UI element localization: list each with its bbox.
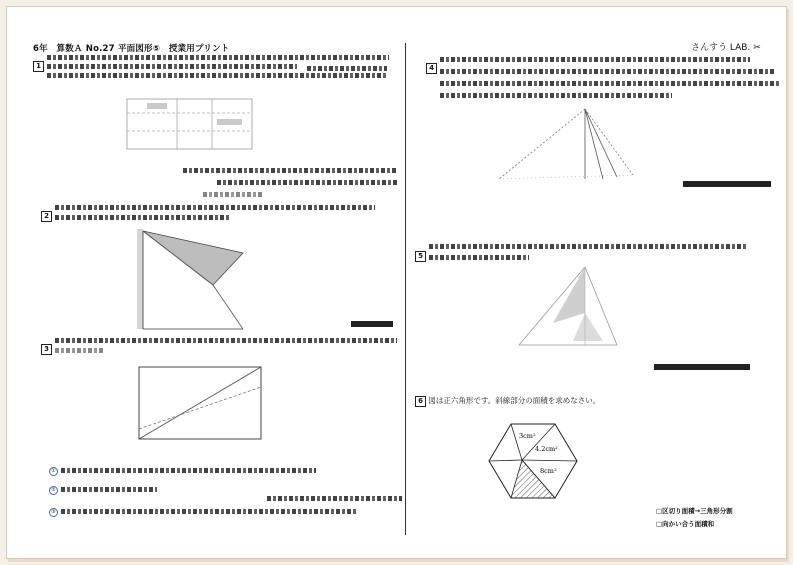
sub-question-marker: ② <box>49 486 58 495</box>
page-title: 6年 算数Ａ No.27 平面図形⑤ 授業用プリント <box>33 44 230 54</box>
question-number: 4 <box>426 63 437 74</box>
sub-question-text <box>61 509 356 514</box>
question-text-line <box>429 255 529 260</box>
q3-rectangle-figure <box>117 357 277 452</box>
hint-2: □向かい合う面積和 <box>656 520 715 528</box>
area-label-b: 4.2cm² <box>535 445 558 453</box>
question-text-line <box>440 57 750 62</box>
question-note-line <box>183 168 398 173</box>
question-text-line <box>55 338 397 343</box>
answer-box[interactable] <box>683 181 771 187</box>
q4-fan-figure <box>493 105 643 185</box>
answer-box[interactable] <box>654 364 750 370</box>
q6-hexagon-figure <box>485 420 581 502</box>
question-text-line <box>47 73 387 78</box>
sub-question-text <box>61 487 157 492</box>
hint-1: □区切り面積→三角形分割 <box>656 507 733 515</box>
question-number: 3 <box>41 344 52 355</box>
area-label-a: 3cm² <box>519 432 536 440</box>
question-1 <box>33 53 44 72</box>
question-text-line <box>47 55 389 60</box>
question-2 <box>41 203 52 222</box>
question-number: 6 <box>415 396 426 407</box>
question-text-line <box>55 215 230 220</box>
question-number: 1 <box>33 61 44 72</box>
answer-box[interactable] <box>351 321 393 327</box>
question-5 <box>415 243 426 262</box>
question-text-line <box>55 348 105 353</box>
sub-question-text <box>61 468 316 473</box>
question-note-line <box>217 180 397 185</box>
brand-logo <box>691 40 761 53</box>
q2-triangle-figure <box>133 225 263 335</box>
question-text-line <box>47 64 297 69</box>
question-text-line <box>55 205 375 210</box>
question-text-line <box>440 93 672 98</box>
question-number: 5 <box>415 251 426 262</box>
question-text-line <box>440 81 780 86</box>
sub-question-1 <box>49 466 58 476</box>
brand-name: さんすう LAB. <box>691 43 751 53</box>
question-text-line <box>307 66 387 71</box>
question-text: 図は正六角形です。斜線部分の面積を求めなさい。 <box>428 396 601 405</box>
q5-triangle-figure <box>513 263 623 349</box>
sub-question-marker: ① <box>49 467 58 476</box>
question-text-line <box>440 69 775 74</box>
q1-rectangle-figure <box>117 91 267 161</box>
sub-question-marker: ③ <box>49 508 58 517</box>
area-label-c: 8cm² <box>540 467 557 475</box>
question-text-line <box>429 244 747 249</box>
answer-line <box>267 496 402 501</box>
scissors-icon: ✂ <box>753 43 761 53</box>
worksheet-page <box>6 6 787 559</box>
question-note-line <box>203 192 263 197</box>
question-6 <box>415 395 600 407</box>
question-3 <box>41 336 52 355</box>
question-4 <box>426 55 437 74</box>
sub-question-3 <box>49 507 58 517</box>
sub-question-2 <box>49 485 58 495</box>
question-number: 2 <box>41 211 52 222</box>
column-divider <box>405 43 406 535</box>
